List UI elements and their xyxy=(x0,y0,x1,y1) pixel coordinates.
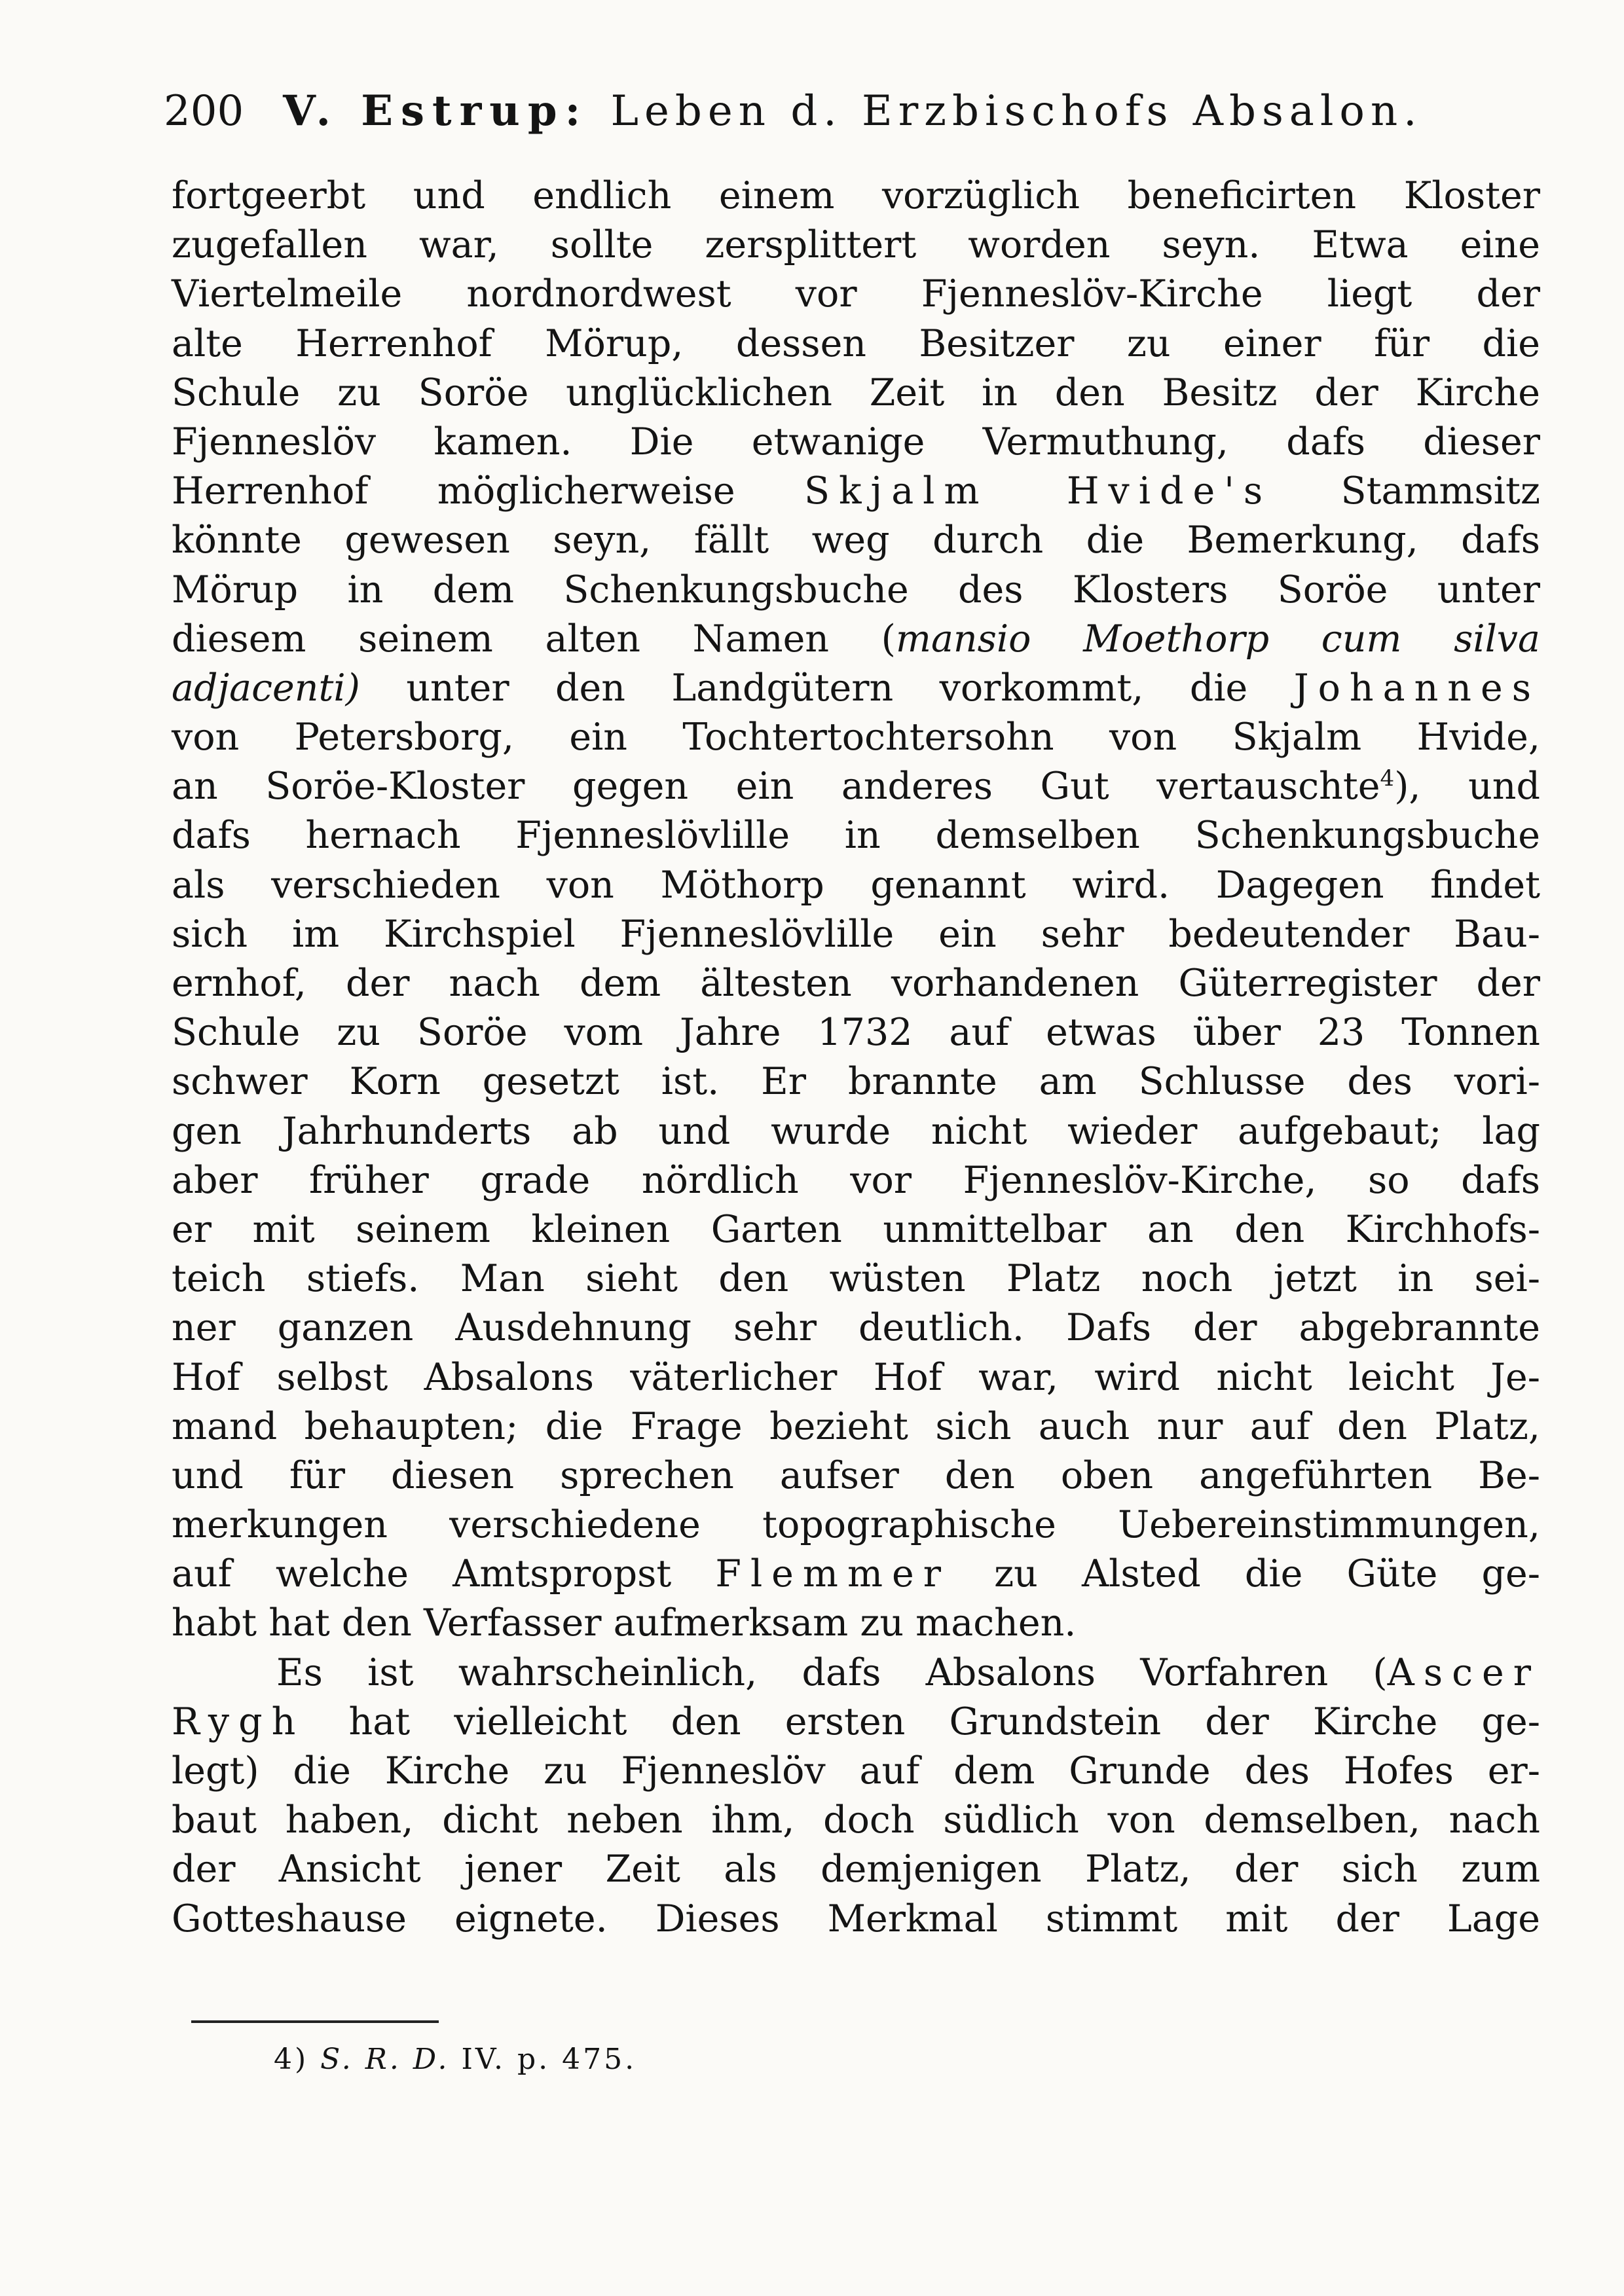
text-line: alte Herrenhof Mörup, dessen Besitzer zu einer für die xyxy=(172,321,1540,365)
header-title: Leben d. Erzbischofs Absalon. xyxy=(610,87,1423,136)
page-number: 200 xyxy=(164,87,244,136)
text-line: Gotteshause eignete. Dieses Merkmal stimmt mit der Lage xyxy=(172,1897,1540,1941)
text-line: er mit seinem kleinen Garten unmittelbar an den Kirchhofs- xyxy=(172,1207,1540,1251)
text-segment: Herrenhof möglicherweise xyxy=(172,469,735,513)
text-line: Fjenneslöv kamen. Die etwanige Vermuthung, dafs dieser xyxy=(172,420,1540,464)
text-line xyxy=(172,664,1540,713)
text-line: zugefallen war, sollte zersplittert worden seyn. Etwa eine xyxy=(172,223,1540,267)
text-line: ner ganzen Ausdehnung sehr deutlich. Dafs der abgebrannte xyxy=(172,1306,1540,1350)
text-line: mand behaupten; die Frage bezieht sich auch nur auf den Platz, xyxy=(172,1404,1540,1448)
text-line: Hof selbst Absalons väterlicher Hof war, wird nicht leicht Je- xyxy=(172,1355,1540,1399)
footnote-text: IV. p. 475. xyxy=(461,2043,637,2076)
text-line: fortgeerbt und endlich einem vorzüglich beneficirten Kloster xyxy=(172,174,1540,217)
running-header xyxy=(164,85,1513,137)
footnote xyxy=(274,2033,637,2086)
text-line: baut haben, dicht neben ihm, doch südlich von demselben, nach xyxy=(172,1798,1540,1842)
text-line: als verschieden von Möthorp genannt wird. Dagegen findet xyxy=(172,863,1540,907)
text-line: Schule zu Soröe unglücklichen Zeit in den Besitz der Kirche xyxy=(172,371,1540,414)
text-segment: hat vielleicht den ersten Grundstein der Kirche ge- xyxy=(348,1700,1540,1743)
text-line xyxy=(172,1698,1540,1747)
footnote-marker: 4 xyxy=(1380,765,1395,792)
spaced-name: Skjalm Hvide's xyxy=(803,469,1272,513)
footnote-ref: S. R. D. xyxy=(320,2043,450,2076)
text-segment: an Soröe-Kloster gegen ein anderes Gut vertauschte xyxy=(172,765,1380,809)
spaced-name: Ascer xyxy=(1387,1650,1540,1694)
text-line xyxy=(172,1550,1540,1599)
header-author: V. Estrup: xyxy=(283,86,589,136)
text-line: könnte gewesen seyn, fällt weg durch die Bemerkung, dafs xyxy=(172,519,1540,562)
spaced-name: Flemmer xyxy=(715,1552,950,1596)
text-segment: auf welche Amtspropst xyxy=(172,1552,672,1596)
text-line: sich im Kirchspiel Fjenneslövlille ein sehr bedeutender Bau- xyxy=(172,912,1540,956)
text-line xyxy=(172,615,1540,664)
text-segment: unter den Landgütern vorkommt, die xyxy=(406,666,1248,710)
text-line: Mörup in dem Schenkungsbuche des Klosters Soröe unter xyxy=(172,568,1540,611)
text-segment: zu Alsted die Güte ge- xyxy=(994,1552,1540,1596)
text-line: Viertelmeile nordnordwest vor Fjenneslöv-Kirche liegt der xyxy=(172,272,1540,316)
text-line: Schule zu Soröe vom Jahre 1732 auf etwas über 23 Tonnen xyxy=(172,1011,1540,1055)
body-text xyxy=(172,172,1540,1944)
text-segment: ), und xyxy=(1394,765,1540,809)
text-line: legt) die Kirche zu Fjenneslöv auf dem Grunde des Hofes er- xyxy=(172,1749,1540,1793)
footnote-rule xyxy=(191,2020,439,2023)
text-line: ernhof, der nach dem ältesten vorhandenen Güterregister der xyxy=(172,962,1540,1005)
italic-quote: adjacenti) xyxy=(172,666,360,710)
italic-quote: mansio Moethorp cum silva xyxy=(895,617,1540,661)
text-line: gen Jahrhunderts ab und wurde nicht wieder aufgebaut; lag xyxy=(172,1109,1540,1153)
text-line: der Ansicht jener Zeit als demjenigen Platz, der sich zum xyxy=(172,1848,1540,1891)
text-line xyxy=(172,1649,1540,1698)
text-segment: Es ist wahrscheinlich, dafs Absalons Vorfahren ( xyxy=(276,1650,1388,1694)
text-segment: diesem seinem alten Namen ( xyxy=(172,617,896,661)
text-line: dafs hernach Fjenneslövlille in demselben Schenkungsbuche xyxy=(172,814,1540,858)
text-line: teich stiefs. Man sieht den wüsten Platz noch jetzt in sei- xyxy=(172,1257,1540,1301)
text-line: aber früher grade nördlich vor Fjenneslöv-Kirche, so dafs xyxy=(172,1158,1540,1202)
spaced-name: Johannes xyxy=(1293,666,1540,710)
text-line: von Petersborg, ein Tochtertochtersohn von Skjalm Hvide, xyxy=(172,716,1540,759)
text-line: habt hat den Verfasser aufmerksam zu machen. xyxy=(172,1601,1077,1645)
spaced-name: Rygh xyxy=(172,1700,305,1743)
footnote-number: 4) xyxy=(274,2043,309,2076)
text-line: schwer Korn gesetzt ist. Er brannte am Schlusse des vori- xyxy=(172,1060,1540,1104)
text-line: und für diesen sprechen aufser den oben angeführten Be- xyxy=(172,1453,1540,1497)
text-segment: Stammsitz xyxy=(1340,469,1540,513)
text-line xyxy=(172,762,1540,811)
text-line xyxy=(172,467,1540,516)
text-line: merkungen verschiedene topographische Uebereinstimmungen, xyxy=(172,1503,1540,1547)
